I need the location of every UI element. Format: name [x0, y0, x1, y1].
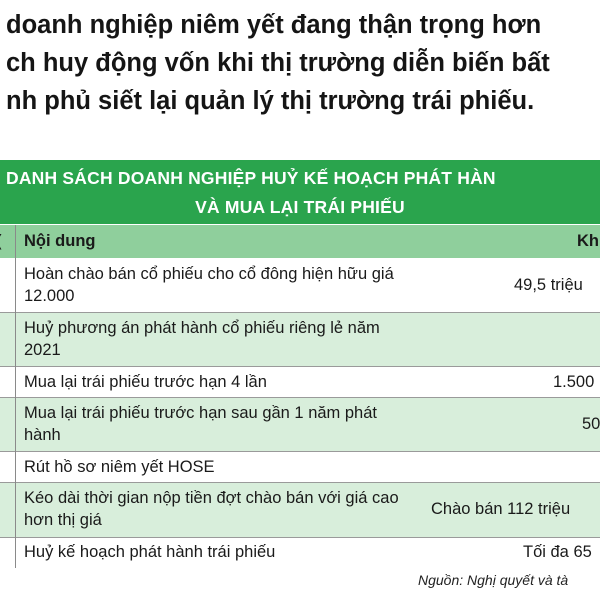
table-title — [0, 160, 600, 224]
intro-line-3: nh phủ siết lại quản lý thị trường trái phiếu. — [6, 87, 535, 115]
table-row — [0, 367, 600, 397]
row-value: Tối đa 65 — [523, 543, 592, 561]
column-header-row — [0, 225, 600, 258]
intro-line-1: doanh nghiệp niêm yết đang thận trọng hơn — [6, 11, 542, 39]
table-title-line-2: VÀ MUA LẠI TRÁI PHIẾU — [195, 197, 405, 217]
column-divider — [15, 225, 16, 568]
row-content: Huỷ phương án phát hành cổ phiếu riêng lẻ năm 2021 — [24, 319, 380, 359]
table-row — [0, 538, 600, 568]
intro-line-2: ch huy động vốn khi thị trường diễn biến bất — [6, 49, 550, 77]
row-content: Hoàn chào bán cổ phiếu cho cổ đông hiện hữu giá 12.000 — [24, 265, 394, 305]
source-note: Nguồn: Nghị quyết và tà — [418, 572, 569, 588]
table-row — [0, 313, 600, 366]
row-content: Mua lại trái phiếu trước hạn 4 lần — [24, 373, 267, 391]
intro-paragraph — [0, 6, 600, 120]
row-value: 1.500 — [553, 373, 595, 391]
table-row — [0, 398, 600, 451]
table-row — [0, 258, 600, 312]
column-header-edge — [0, 225, 2, 258]
row-value: Chào bán 112 triệu — [431, 500, 571, 518]
row-content: Kéo dài thời gian nộp tiền đợt chào bán với giá cao hơn thị giá — [24, 489, 399, 529]
column-header-plan: Kh — [577, 232, 599, 250]
row-value: 50 — [582, 415, 600, 433]
row-content: Huỷ kế hoạch phát hành trái phiếu — [24, 543, 276, 561]
row-content: Rút hồ sơ niêm yết HOSE — [24, 458, 215, 476]
table-title-line-1: DANH SÁCH DOANH NGHIỆP HUỶ KẾ HOẠCH PHÁT HÀN — [6, 168, 496, 188]
table-row — [0, 452, 600, 482]
table-row — [0, 483, 600, 537]
row-value: 49,5 triệu — [514, 276, 583, 294]
row-content: Mua lại trái phiếu trước hạn sau gần 1 năm phát hành — [24, 404, 377, 444]
column-header-content: Nội dung — [24, 232, 96, 250]
